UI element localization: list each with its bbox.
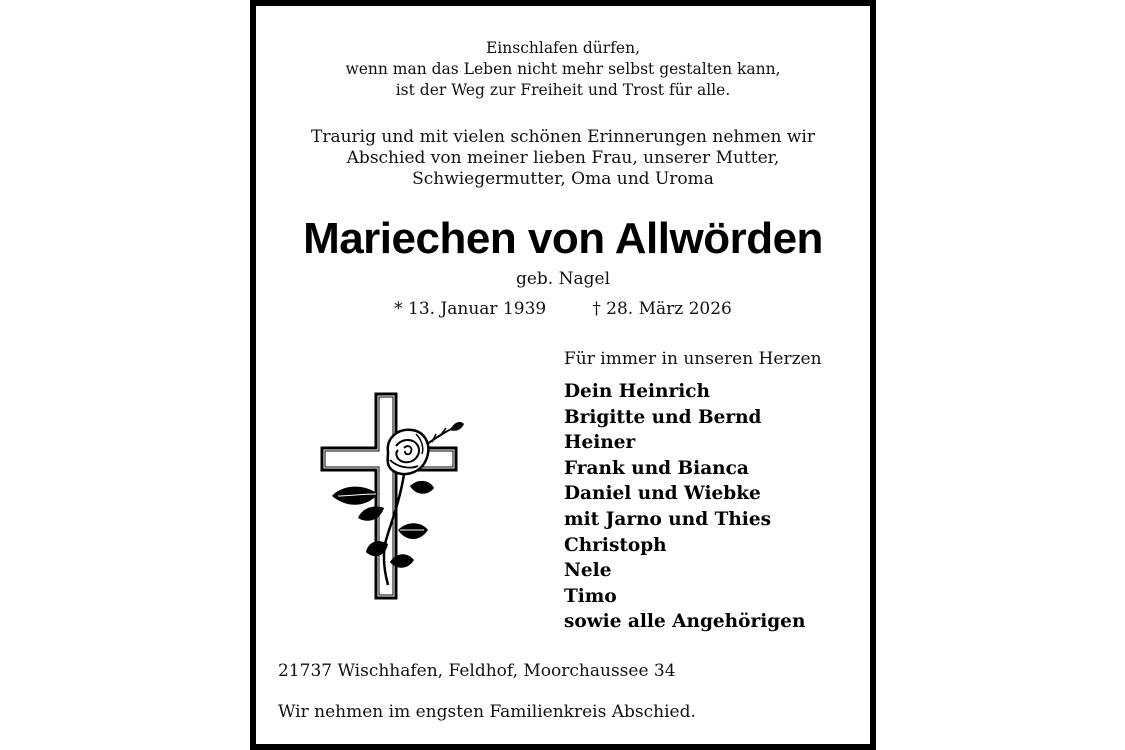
poem-line: wenn man das Leben nicht mehr selbst gestalten kann, <box>345 60 781 78</box>
address: 21737 Wischhafen, Feldhof, Moorchaussee 34 <box>278 661 676 681</box>
obituary-notice <box>250 0 876 750</box>
cross-with-rose-icon <box>318 390 468 605</box>
mourner-name: Brigitte und Bernd <box>564 406 762 428</box>
poem-line: ist der Weg zur Freiheit und Trost für alle. <box>395 81 731 99</box>
mourner-name: Nele <box>564 560 612 582</box>
mourner-name: Timo <box>564 585 617 607</box>
intro-line: Schwiegermutter, Oma und Uroma <box>412 169 714 189</box>
rose-leaf <box>398 523 428 539</box>
intro-line: Abschied von meiner lieben Frau, unserer Mutter, <box>346 148 780 168</box>
mourner-name: Frank und Bianca <box>564 457 749 479</box>
mourner-name: Christoph <box>564 534 667 556</box>
maiden-name: geb. Nagel <box>515 269 611 289</box>
mourner-name: Daniel und Wiebke <box>564 483 761 505</box>
mourner-name: sowie alle Angehörigen <box>564 611 806 633</box>
rose-leaf <box>410 481 434 494</box>
death-date: † 28. März 2026 <box>592 299 732 319</box>
poem <box>256 38 870 101</box>
mourner-name: Heiner <box>564 432 636 454</box>
poem-line: Einschlafen dürfen, <box>485 39 641 57</box>
deceased-name: Mariechen von Allwörden <box>303 214 823 263</box>
farewell-note: Wir nehmen im engsten Familienkreis Abschied. <box>278 702 696 722</box>
mourner-name: Dein Heinrich <box>564 381 710 402</box>
mourners-list <box>564 379 805 635</box>
mourner-name: mit Jarno und Thies <box>564 508 772 530</box>
birth-date: * 13. Januar 1939 <box>394 299 547 319</box>
life-dates <box>256 298 870 320</box>
intro-text <box>256 127 870 190</box>
intro-line: Traurig und mit vielen schönen Erinnerungen nehmen wir <box>311 127 815 147</box>
rose-blossom <box>388 430 429 474</box>
mourners-heading: Für immer in unseren Herzen <box>564 349 822 369</box>
